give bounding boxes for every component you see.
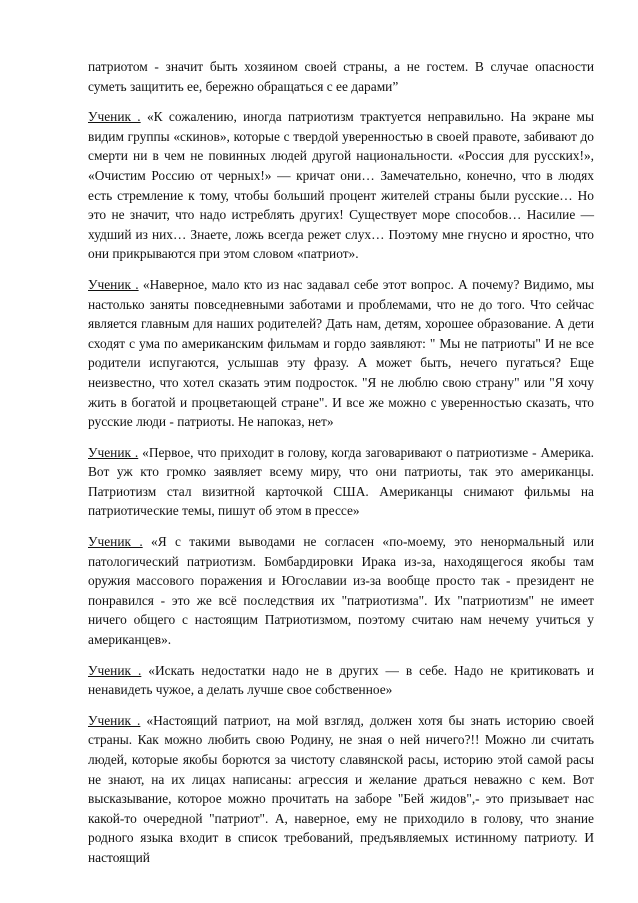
student-quote-1 [88, 107, 594, 264]
quote-text: «Искать недостатки надо не в других — в себе. Надо не критиковать и ненавидеть чужое, а делать лучше свое собственное» [88, 662, 594, 698]
student-quote-2 [88, 275, 594, 432]
student-quote-6 [88, 711, 594, 868]
document-body [88, 57, 594, 879]
student-quote-3 [88, 443, 594, 521]
intro-paragraph: патриотом - значит быть хозяином своей страны, а не гостем. В случае опасности суметь защитить ее, бережно обращаться с ее дарами” [88, 59, 594, 94]
student-quote-4 [88, 532, 594, 650]
student-quote-5 [88, 661, 594, 700]
quote-text: «Я с такими выводами не согласен «по-моему, это ненормальный или патологический патриотизм. Бомбардировки Ирака из-за, находящегося якобы там оружия массового поражения и Югославии из-за вообще просто так - президент не понравился - это же всё последствия их "патриотизма". Их "патриотизм" не имеет ничего общего с настоящим Патриотизмом, поэтому считаю нам нечему учиться у американцев». [88, 534, 594, 648]
quote-text: «Наверное, мало кто из нас задавал себе этот вопрос. А почему? Видимо, мы настолько заняты повседневными заботами и проблемами, что не до того. Что сейчас является главным для наших родителей? Дать нам, детям, хорошее образование. А дети сходят с ума по американским фильмам и гордо заявляют: " Мы не патриоты" И не все родители испугаются, услышав эту фразу. А может быть, нечего пугаться? Еще неизвестно, что хотел сказать этим подросток. "Я не люблю свою страну" или "Я хочу жить в богатой и процветающей стране". И все же можно с уверенностью сказать, что русские люди - патриоты. Не напоказ, нет» [88, 276, 594, 430]
speaker-label: Ученик . [88, 444, 139, 460]
speaker-label: Ученик . [88, 712, 141, 728]
quote-text: «К сожалению, иногда патриотизм трактуется неправильно. На экране мы видим группы «скинов», которые с твердой уверенностью в своей правоте, забивают до смерти ни в чем не повинных людей другой национальности. «Россия для русских!», «Очистим Россию от черных!» — кричат они… Замечательно, конечно, что в людях есть стремление к тому, чтобы больший процент жителей страны были русские… Но это не значит, что надо истреблять других! Существует море способов… Насилие — худший из них… Знаете, ложь всегда режет слух… Поэтому мне гнусно и яростно, что они прикрываются при этом словом «патриот». [88, 109, 594, 262]
quote-text: «Настоящий патриот, на мой взгляд, должен хотя бы знать историю своей страны. Как можно любить свою Родину, не зная о ней ничего?!! Можно ли считать людей, которые якобы борются за чистоту славянской расы, историю этой самой расы не знают, на их лицах написаны: агрессия и желание драться неважно с кем. Вот высказывание, которое можно прочитать на заборе "Бей жидов",- это призывает нас какой-то очередной "патриот". А, наверное, ему не приходило в голову, что знание родного языка входит в список требований, предъявляемых истинному патриоту. И настоящий [88, 712, 594, 865]
speaker-label: Ученик . [88, 662, 142, 678]
quote-text: «Первое, что приходит в голову, когда заговаривают о патриотизме - Америка. Вот уж кто громко заявляет всему миру, что они патриоты, так это американцы. Патриотизм стал визитной карточкой США. Американцы снимают фильмы на патриотические темы, пишут об этом в прессе» [88, 444, 594, 519]
speaker-label: Ученик . [88, 109, 141, 125]
speaker-label: Ученик . [88, 276, 139, 292]
speaker-label: Ученик . [88, 534, 143, 550]
